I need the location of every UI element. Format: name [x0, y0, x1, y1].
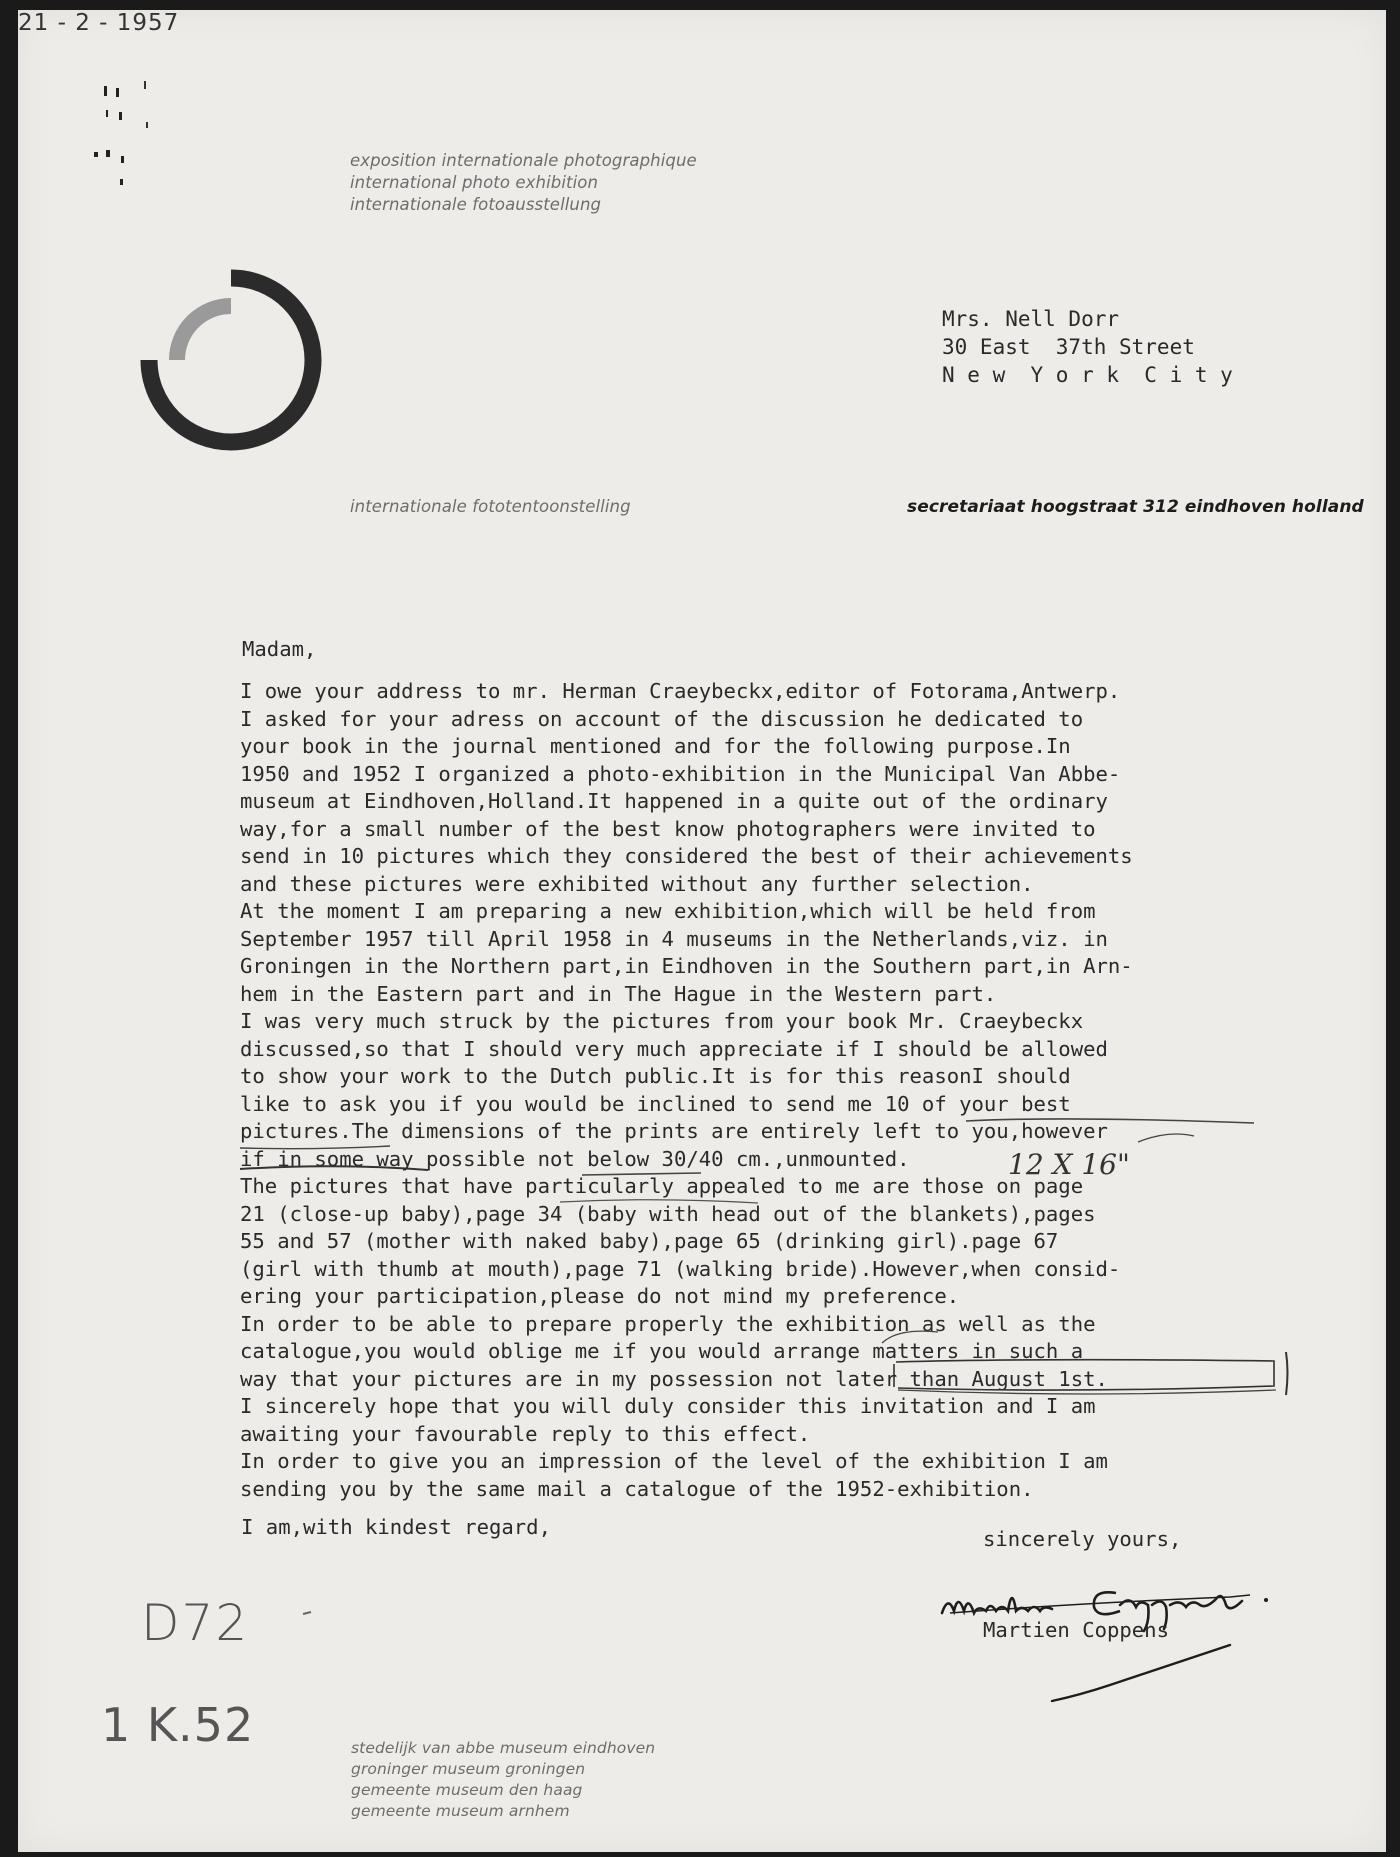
handwritten-file-mark: 1 K.52 — [101, 1698, 255, 1752]
body-line: In order to be able to prepare properly the exhibition as well as the — [240, 1311, 1096, 1336]
body-line: like to ask you if you would be inclined to send me 10 of your best — [240, 1091, 1071, 1116]
footer-museum-eindhoven: stedelijk van abbe museum eindhoven — [351, 1739, 656, 1757]
pencil-tick-icon — [301, 1608, 321, 1622]
body-line: sending you by the same mail a catalogue of the 1952-exhibition. — [240, 1476, 1034, 1501]
closing-line: I am,with kindest regard, — [241, 1515, 551, 1539]
footer-museum-groningen: groninger museum groningen — [351, 1760, 586, 1778]
body-line: pictures.The dimensions of the prints are entirely left to you,however — [240, 1119, 1108, 1143]
handwritten-size-note: 12 X 16" — [1008, 1148, 1130, 1181]
body-line: discussed,so that I should very much appreciate if I should be allowed — [240, 1036, 1108, 1061]
letterhead-line-en: international photo exhibition — [350, 173, 599, 192]
body-line: catalogue,you would oblige me if you would arrange matters in such a — [240, 1339, 1084, 1363]
recipient-name: Mrs. Nell Dorr — [942, 307, 1120, 331]
handwritten-archive-mark: D72 — [141, 1594, 250, 1652]
salutation: Madam, — [242, 637, 317, 661]
footer-museum-den-haag: gemeente museum den haag — [351, 1781, 583, 1799]
body-line: (girl with thumb at mouth),page 71 (walking bride).However,when consid- — [240, 1256, 1121, 1281]
body-line: awaiting your favourable reply to this effect. — [240, 1421, 811, 1446]
body-line: and these pictures were exhibited without any further selection. — [240, 871, 1034, 896]
secretariat-address: secretariaat hoogstraat 312 eindhoven holland — [907, 497, 1364, 517]
letterhead-line-de: internationale fotoausstellung — [350, 195, 602, 214]
body-line: I was very much struck by the pictures from your book Mr. Craeybeckx — [240, 1009, 1084, 1033]
signer-name: Martien Coppens — [983, 1618, 1169, 1642]
body-line: way that your pictures are in my possession not later than August 1st. — [240, 1366, 1108, 1391]
body-line: I owe your address to mr. Herman Craeybeckx,editor of Fotorama,Antwerp. — [240, 679, 1121, 703]
body-line: if in some way possible not below 30/40 cm.,unmounted. — [240, 1146, 910, 1171]
body-line: The pictures that have particularly appealed to me are those on page — [240, 1174, 1084, 1198]
letter-date: 21 - 2 - 1957 — [18, 10, 180, 36]
body-line: ering your participation,please do not mind my preference. — [240, 1284, 960, 1308]
body-line: 21 (close-up baby),page 34 (baby with head out of the blankets),pages — [240, 1201, 1096, 1226]
body-line: I asked for your adress on account of the discussion he dedicated to — [240, 706, 1084, 731]
signoff: sincerely yours, — [983, 1527, 1182, 1551]
body-line: hem in the Eastern part and in The Hague in the Western part. — [240, 981, 997, 1006]
recipient-city: N e w Y o r k C i t y — [942, 363, 1233, 387]
body-line: to show your work to the Dutch public.It is for this reasonI should — [240, 1064, 1071, 1088]
body-line: 55 and 57 (mother with naked baby),page 65 (drinking girl).page 67 — [240, 1229, 1059, 1253]
recipient-street: 30 East 37th Street — [942, 335, 1195, 359]
body-line: In order to give you an impression of the level of the exhibition I am — [240, 1449, 1108, 1473]
body-line: September 1957 till April 1958 in 4 museums in the Netherlands,viz. in — [240, 926, 1108, 951]
body-line: 1950 and 1952 I organized a photo-exhibition in the Municipal Van Abbe- — [240, 761, 1121, 786]
letterhead-line-fr: exposition internationale photographique — [350, 151, 697, 170]
body-line: museum at Eindhoven,Holland.It happened in a quite out of the ordinary — [240, 789, 1108, 813]
body-line: At the moment I am preparing a new exhibition,which will be held from — [240, 899, 1096, 923]
body-line: Groningen in the Northern part,in Eindhoven in the Southern part,in Arn- — [240, 954, 1133, 978]
letterhead-dutch-line: internationale fototentoonstelling — [350, 497, 631, 516]
letterhead-footer — [351, 1738, 655, 1822]
footer-museum-arnhem: gemeente museum arnhem — [351, 1802, 570, 1820]
body-line: way,for a small number of the best know photographers were invited to — [240, 816, 1096, 841]
body-line: send in 10 pictures which they considered the best of their achievements — [240, 844, 1133, 868]
body-line: I sincerely hope that you will duly consider this invitation and I am — [240, 1394, 1096, 1418]
letter-page — [18, 10, 1386, 1852]
body-line: your book in the journal mentioned and for the following purpose.In — [240, 734, 1071, 758]
